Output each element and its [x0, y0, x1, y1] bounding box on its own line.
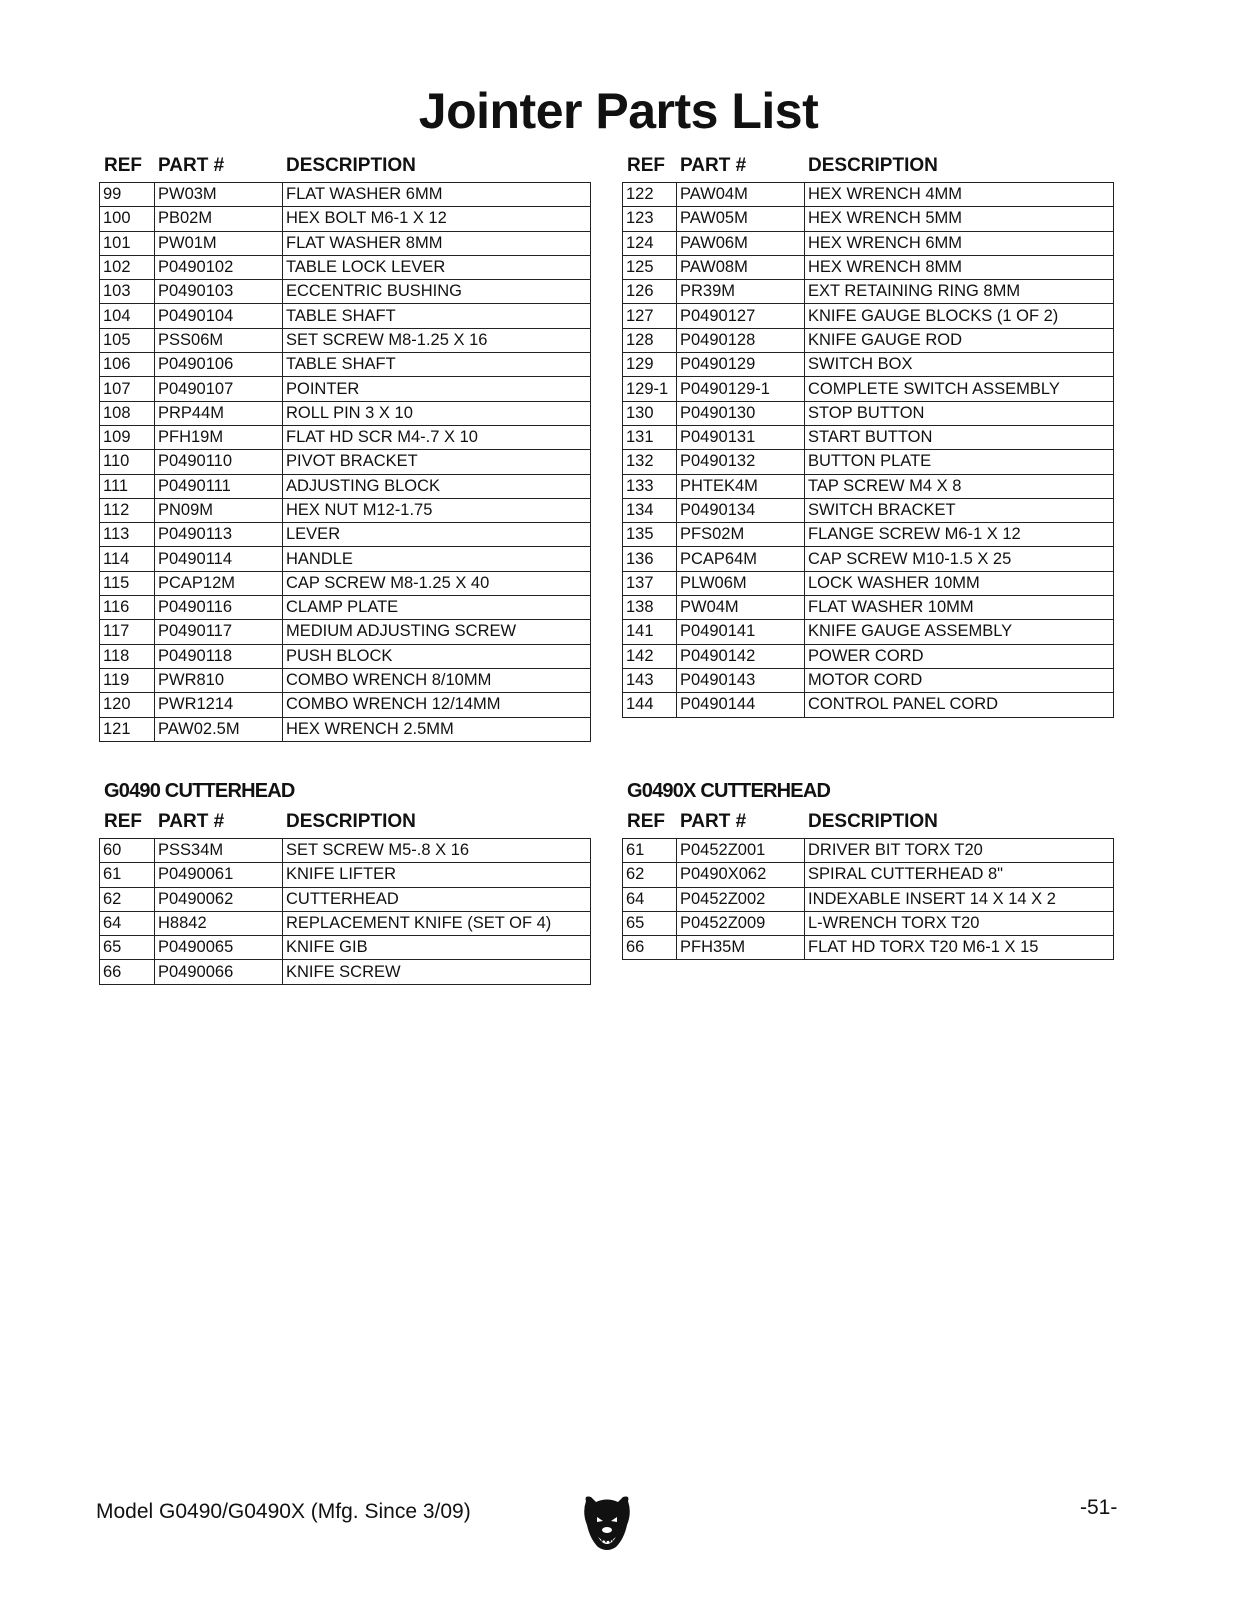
- ref-cell: 101: [100, 231, 155, 255]
- table-row: [623, 668, 1114, 692]
- description-cell: HEX WRENCH 4MM: [805, 183, 1114, 207]
- description-cell: L-WRENCH TORX T20: [805, 911, 1114, 935]
- table-row: [100, 547, 591, 571]
- description-cell: CAP SCREW M10-1.5 X 25: [805, 547, 1114, 571]
- description-cell: POWER CORD: [805, 644, 1114, 668]
- table-row: [623, 401, 1114, 425]
- table-row: [623, 887, 1114, 911]
- table-row: [100, 644, 591, 668]
- part-header: PART #: [680, 155, 747, 176]
- part-number-cell: PSS06M: [155, 328, 283, 352]
- part-number-cell: P0490113: [155, 523, 283, 547]
- ref-cell: 138: [623, 596, 677, 620]
- ref-cell: 65: [623, 911, 677, 935]
- description-cell: TAP SCREW M4 X 8: [805, 474, 1114, 498]
- table-row: [623, 353, 1114, 377]
- ref-cell: 61: [623, 839, 677, 863]
- ref-cell: 134: [623, 498, 677, 522]
- description-cell: LOCK WASHER 10MM: [805, 571, 1114, 595]
- part-number-cell: PRP44M: [155, 401, 283, 425]
- table-row: [100, 863, 591, 887]
- description-cell: POINTER: [283, 377, 591, 401]
- ref-cell: 100: [100, 207, 155, 231]
- part-number-cell: P0490144: [677, 693, 805, 717]
- description-cell: SET SCREW M5-.8 X 16: [283, 839, 591, 863]
- part-number-cell: PAW06M: [677, 231, 805, 255]
- ref-cell: 64: [623, 887, 677, 911]
- part-header: PART #: [158, 155, 225, 176]
- ref-cell: 62: [100, 887, 155, 911]
- part-number-cell: PWR1214: [155, 693, 283, 717]
- ref-cell: 121: [100, 717, 155, 741]
- part-header: PART #: [680, 811, 747, 832]
- table-row: [100, 474, 591, 498]
- part-number-cell: P0490130: [677, 401, 805, 425]
- ref-cell: 126: [623, 280, 677, 304]
- ref-cell: 60: [100, 839, 155, 863]
- table-header: [99, 808, 591, 838]
- table-row: [100, 620, 591, 644]
- ref-cell: 116: [100, 596, 155, 620]
- table-row: [100, 377, 591, 401]
- description-cell: FLAT HD SCR M4-.7 X 10: [283, 425, 591, 449]
- part-number-cell: P0490102: [155, 255, 283, 279]
- table-row: [100, 450, 591, 474]
- table-row: [100, 693, 591, 717]
- description-cell: DRIVER BIT TORX T20: [805, 839, 1114, 863]
- ref-cell: 102: [100, 255, 155, 279]
- description-cell: HEX WRENCH 2.5MM: [283, 717, 591, 741]
- part-number-cell: PW01M: [155, 231, 283, 255]
- part-number-cell: PW03M: [155, 183, 283, 207]
- part-number-cell: P0490061: [155, 863, 283, 887]
- description-cell: STOP BUTTON: [805, 401, 1114, 425]
- table-row: [100, 401, 591, 425]
- part-number-cell: PAW04M: [677, 183, 805, 207]
- ref-cell: 125: [623, 255, 677, 279]
- table-row: [100, 183, 591, 207]
- table-row: [100, 498, 591, 522]
- ref-cell: 135: [623, 523, 677, 547]
- ref-cell: 108: [100, 401, 155, 425]
- section-title-g0490x-cutterhead: G0490X CUTTERHEAD: [627, 780, 831, 802]
- description-cell: TABLE LOCK LEVER: [283, 255, 591, 279]
- description-cell: FLAT WASHER 10MM: [805, 596, 1114, 620]
- part-number-cell: PFH35M: [677, 936, 805, 960]
- ref-cell: 119: [100, 668, 155, 692]
- part-number-cell: P0490107: [155, 377, 283, 401]
- table-row: [623, 280, 1114, 304]
- ref-cell: 111: [100, 474, 155, 498]
- description-cell: SWITCH BRACKET: [805, 498, 1114, 522]
- part-number-cell: P0490X062: [677, 863, 805, 887]
- part-number-cell: P0490131: [677, 425, 805, 449]
- table-header: [622, 808, 1114, 838]
- part-number-cell: P0490104: [155, 304, 283, 328]
- part-number-cell: P0490134: [677, 498, 805, 522]
- table-row: [623, 863, 1114, 887]
- part-number-cell: P0490066: [155, 960, 283, 984]
- table-row: [100, 523, 591, 547]
- table-row: [100, 887, 591, 911]
- table-row: [100, 571, 591, 595]
- table-row: [623, 377, 1114, 401]
- description-cell: FLAT HD TORX T20 M6-1 X 15: [805, 936, 1114, 960]
- ref-cell: 114: [100, 547, 155, 571]
- part-number-cell: PB02M: [155, 207, 283, 231]
- ref-cell: 132: [623, 450, 677, 474]
- part-number-cell: P0490129-1: [677, 377, 805, 401]
- table-header: [99, 152, 591, 182]
- part-number-cell: P0490128: [677, 328, 805, 352]
- page-title: Jointer Parts List: [418, 83, 819, 139]
- description-cell: COMPLETE SWITCH ASSEMBLY: [805, 377, 1114, 401]
- table-row: [623, 255, 1114, 279]
- parts-table-g0490-cutterhead: [99, 808, 591, 985]
- table-row: [623, 839, 1114, 863]
- description-cell: FLAT WASHER 8MM: [283, 231, 591, 255]
- ref-cell: 103: [100, 280, 155, 304]
- table-row: [100, 353, 591, 377]
- section-title-g0490-cutterhead: G0490 CUTTERHEAD: [104, 780, 295, 802]
- ref-cell: 142: [623, 644, 677, 668]
- table-row: [100, 328, 591, 352]
- part-number-cell: P0490127: [677, 304, 805, 328]
- table-row: [623, 231, 1114, 255]
- table-row: [623, 571, 1114, 595]
- description-cell: ECCENTRIC BUSHING: [283, 280, 591, 304]
- part-number-cell: P0490103: [155, 280, 283, 304]
- ref-cell: 64: [100, 911, 155, 935]
- part-number-cell: PSS34M: [155, 839, 283, 863]
- part-number-cell: P0490116: [155, 596, 283, 620]
- description-cell: HEX NUT M12-1.75: [283, 498, 591, 522]
- table-row: [100, 936, 591, 960]
- description-cell: CONTROL PANEL CORD: [805, 693, 1114, 717]
- ref-cell: 133: [623, 474, 677, 498]
- description-cell: START BUTTON: [805, 425, 1114, 449]
- ref-cell: 129-1: [623, 377, 677, 401]
- description-cell: PUSH BLOCK: [283, 644, 591, 668]
- part-number-cell: P0490141: [677, 620, 805, 644]
- description-cell: CUTTERHEAD: [283, 887, 591, 911]
- ref-cell: 65: [100, 936, 155, 960]
- description-cell: KNIFE GAUGE BLOCKS (1 OF 2): [805, 304, 1114, 328]
- table-row: [100, 304, 591, 328]
- page-number: -51-: [1080, 1496, 1118, 1519]
- table-header: [622, 152, 1114, 182]
- description-cell: HEX WRENCH 8MM: [805, 255, 1114, 279]
- ref-cell: 117: [100, 620, 155, 644]
- ref-cell: 105: [100, 328, 155, 352]
- part-header: PART #: [158, 811, 225, 832]
- description-cell: SET SCREW M8-1.25 X 16: [283, 328, 591, 352]
- part-number-cell: PFH19M: [155, 425, 283, 449]
- table-row: [623, 596, 1114, 620]
- part-number-cell: PFS02M: [677, 523, 805, 547]
- part-number-cell: P0490143: [677, 668, 805, 692]
- table-row: [100, 717, 591, 741]
- description-cell: INDEXABLE INSERT 14 X 14 X 2: [805, 887, 1114, 911]
- ref-header: REF: [104, 811, 142, 832]
- description-cell: ROLL PIN 3 X 10: [283, 401, 591, 425]
- description-cell: HEX WRENCH 5MM: [805, 207, 1114, 231]
- description-cell: KNIFE LIFTER: [283, 863, 591, 887]
- part-number-cell: P0490114: [155, 547, 283, 571]
- ref-cell: 61: [100, 863, 155, 887]
- description-cell: KNIFE GAUGE ROD: [805, 328, 1114, 352]
- table-row: [623, 304, 1114, 328]
- ref-cell: 115: [100, 571, 155, 595]
- part-number-cell: P0490117: [155, 620, 283, 644]
- part-number-cell: PN09M: [155, 498, 283, 522]
- part-number-cell: H8842: [155, 911, 283, 935]
- part-number-cell: PAW02.5M: [155, 717, 283, 741]
- table-row: [623, 523, 1114, 547]
- table-row: [623, 183, 1114, 207]
- ref-cell: 143: [623, 668, 677, 692]
- parts-table-main-right: [622, 152, 1114, 718]
- table-row: [623, 911, 1114, 935]
- table-row: [623, 207, 1114, 231]
- ref-header: REF: [627, 155, 665, 176]
- table-row: [623, 450, 1114, 474]
- description-cell: TABLE SHAFT: [283, 304, 591, 328]
- part-number-cell: P0452Z002: [677, 887, 805, 911]
- part-number-cell: PCAP12M: [155, 571, 283, 595]
- ref-cell: 109: [100, 425, 155, 449]
- part-number-cell: P0452Z001: [677, 839, 805, 863]
- table-row: [623, 936, 1114, 960]
- description-cell: MEDIUM ADJUSTING SCREW: [283, 620, 591, 644]
- description-cell: HANDLE: [283, 547, 591, 571]
- ref-cell: 99: [100, 183, 155, 207]
- description-header: DESCRIPTION: [286, 155, 416, 176]
- description-cell: HEX WRENCH 6MM: [805, 231, 1114, 255]
- description-cell: FLAT WASHER 6MM: [283, 183, 591, 207]
- ref-cell: 62: [623, 863, 677, 887]
- part-number-cell: PLW06M: [677, 571, 805, 595]
- ref-cell: 110: [100, 450, 155, 474]
- part-number-cell: P0490062: [155, 887, 283, 911]
- description-cell: SWITCH BOX: [805, 353, 1114, 377]
- ref-cell: 123: [623, 207, 677, 231]
- description-cell: LEVER: [283, 523, 591, 547]
- description-cell: REPLACEMENT KNIFE (SET OF 4): [283, 911, 591, 935]
- ref-cell: 136: [623, 547, 677, 571]
- description-cell: COMBO WRENCH 8/10MM: [283, 668, 591, 692]
- ref-cell: 118: [100, 644, 155, 668]
- part-number-cell: P0490142: [677, 644, 805, 668]
- description-cell: KNIFE SCREW: [283, 960, 591, 984]
- part-number-cell: P0490111: [155, 474, 283, 498]
- ref-cell: 120: [100, 693, 155, 717]
- description-header: DESCRIPTION: [286, 811, 416, 832]
- ref-cell: 137: [623, 571, 677, 595]
- part-number-cell: P0490132: [677, 450, 805, 474]
- description-header: DESCRIPTION: [808, 155, 938, 176]
- table-row: [623, 425, 1114, 449]
- ref-cell: 124: [623, 231, 677, 255]
- footer-model: Model G0490/G0490X (Mfg. Since 3/09): [96, 1500, 471, 1523]
- ref-cell: 106: [100, 353, 155, 377]
- description-cell: EXT RETAINING RING 8MM: [805, 280, 1114, 304]
- description-cell: COMBO WRENCH 12/14MM: [283, 693, 591, 717]
- ref-cell: 66: [100, 960, 155, 984]
- description-header: DESCRIPTION: [808, 811, 938, 832]
- ref-cell: 128: [623, 328, 677, 352]
- part-number-cell: PAW05M: [677, 207, 805, 231]
- part-number-cell: PW04M: [677, 596, 805, 620]
- parts-table-main-left: [99, 152, 591, 742]
- ref-cell: 107: [100, 377, 155, 401]
- ref-cell: 127: [623, 304, 677, 328]
- table-row: [623, 644, 1114, 668]
- ref-cell: 122: [623, 183, 677, 207]
- table-row: [100, 911, 591, 935]
- ref-cell: 113: [100, 523, 155, 547]
- description-cell: TABLE SHAFT: [283, 353, 591, 377]
- table-row: [623, 693, 1114, 717]
- table-row: [100, 668, 591, 692]
- table-row: [623, 328, 1114, 352]
- ref-cell: 144: [623, 693, 677, 717]
- part-number-cell: PR39M: [677, 280, 805, 304]
- part-number-cell: PWR810: [155, 668, 283, 692]
- table-row: [100, 960, 591, 984]
- description-cell: ADJUSTING BLOCK: [283, 474, 591, 498]
- parts-table-g0490x-cutterhead: [622, 808, 1114, 960]
- description-cell: FLANGE SCREW M6-1 X 12: [805, 523, 1114, 547]
- table-row: [100, 280, 591, 304]
- table-row: [623, 620, 1114, 644]
- description-cell: CLAMP PLATE: [283, 596, 591, 620]
- table-row: [623, 498, 1114, 522]
- part-number-cell: P0490129: [677, 353, 805, 377]
- table-row: [100, 839, 591, 863]
- description-cell: HEX BOLT M6-1 X 12: [283, 207, 591, 231]
- table-row: [623, 474, 1114, 498]
- ref-header: REF: [627, 811, 665, 832]
- description-cell: PIVOT BRACKET: [283, 450, 591, 474]
- ref-cell: 130: [623, 401, 677, 425]
- table-row: [100, 231, 591, 255]
- bear-head-logo-icon: [580, 1495, 634, 1553]
- description-cell: KNIFE GIB: [283, 936, 591, 960]
- table-row: [623, 547, 1114, 571]
- ref-cell: 131: [623, 425, 677, 449]
- description-cell: BUTTON PLATE: [805, 450, 1114, 474]
- ref-cell: 141: [623, 620, 677, 644]
- part-number-cell: P0490106: [155, 353, 283, 377]
- part-number-cell: P0490118: [155, 644, 283, 668]
- description-cell: KNIFE GAUGE ASSEMBLY: [805, 620, 1114, 644]
- part-number-cell: PCAP64M: [677, 547, 805, 571]
- table-row: [100, 596, 591, 620]
- part-number-cell: P0490065: [155, 936, 283, 960]
- part-number-cell: PHTEK4M: [677, 474, 805, 498]
- description-cell: SPIRAL CUTTERHEAD 8": [805, 863, 1114, 887]
- table-row: [100, 425, 591, 449]
- part-number-cell: PAW08M: [677, 255, 805, 279]
- description-cell: MOTOR CORD: [805, 668, 1114, 692]
- table-row: [100, 207, 591, 231]
- ref-cell: 66: [623, 936, 677, 960]
- ref-cell: 129: [623, 353, 677, 377]
- ref-cell: 112: [100, 498, 155, 522]
- description-cell: CAP SCREW M8-1.25 X 40: [283, 571, 591, 595]
- part-number-cell: P0452Z009: [677, 911, 805, 935]
- part-number-cell: P0490110: [155, 450, 283, 474]
- ref-header: REF: [104, 155, 142, 176]
- table-row: [100, 255, 591, 279]
- ref-cell: 104: [100, 304, 155, 328]
